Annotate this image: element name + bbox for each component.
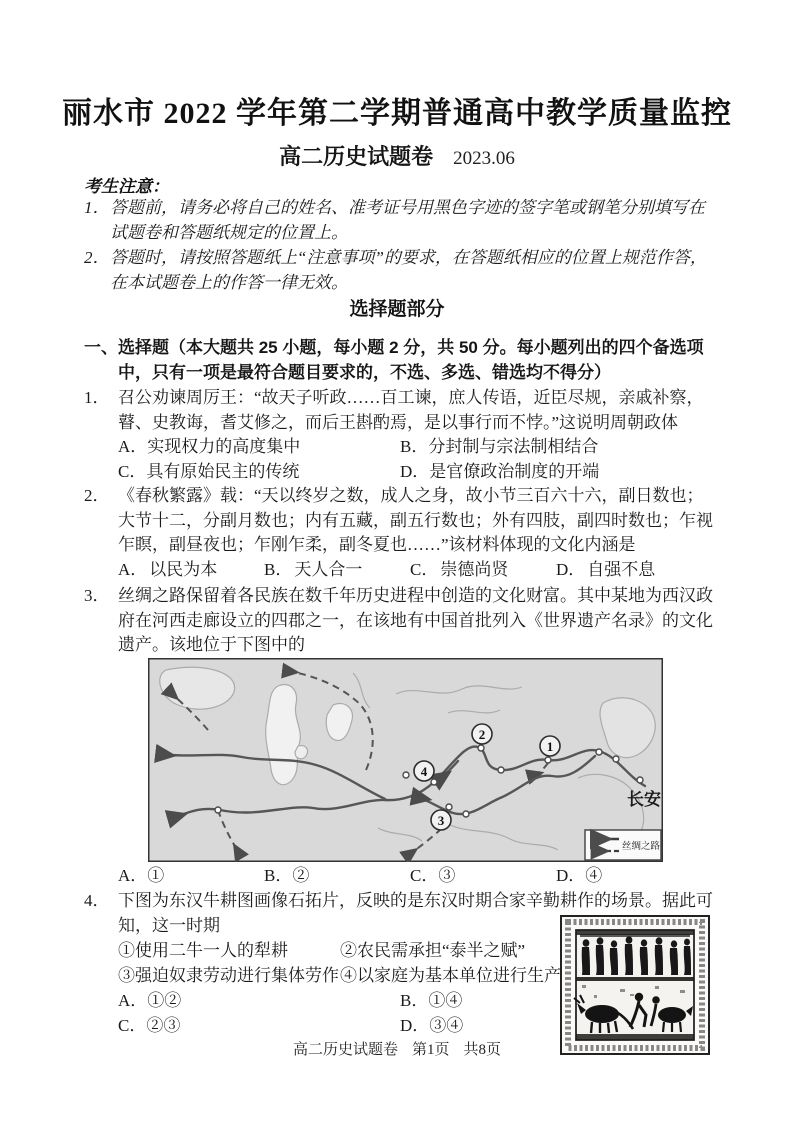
svg-text:3: 3	[437, 813, 445, 828]
option-row	[118, 460, 716, 485]
question-3	[84, 584, 716, 658]
ox-plowing-rubbing-image	[560, 915, 710, 1055]
option-a: A． 以民为本	[118, 559, 218, 579]
option-d: D．④	[556, 866, 603, 885]
svg-text:2: 2	[478, 727, 486, 742]
question-body	[118, 584, 716, 658]
question-number: 3．	[84, 586, 110, 605]
page-title: 丽水市 2022 学年第二学期普通高中教学质量监控	[62, 97, 732, 130]
question-1	[84, 386, 716, 484]
svg-text:1: 1	[546, 739, 554, 754]
question-body	[118, 386, 716, 484]
option-d: D． 自强不息	[556, 559, 656, 579]
notice-item-text: 答题前，请务必将自己的姓名、准考证号用黑色字迹的签字笔或钢笔分别填写在试题卷和答题纸规定的位置上。	[110, 198, 705, 242]
svg-text:4: 4	[420, 764, 428, 779]
question-3-options	[118, 864, 718, 888]
map-marker-1	[540, 736, 560, 756]
footer-page-total: 共8页	[463, 1042, 502, 1058]
exam-subject-title: 高二历史试题卷	[279, 144, 434, 169]
footer-page-number: 第1页	[411, 1042, 450, 1058]
section-label: 一、选择题	[84, 338, 169, 357]
option-a: A．①	[118, 866, 165, 885]
question-text: 《春秋繁露》载：“天以终岁之数，成人之身，故小节三百六十六，副日数也；大节十二，分副月数也；内有五藏，副五行数也；外有四肢，副四时数也；乍视乍瞑，副昼夜也；乍刚乍柔，副冬夏也……”该材料体现的文化内涵是	[118, 486, 713, 554]
option-a: A．①②	[118, 991, 182, 1010]
option-row	[118, 435, 716, 460]
option-c: C．③	[410, 866, 456, 885]
option-b: B．①④	[400, 991, 463, 1010]
section-description: （本大题共 25 小题，每小题 2 分，共 50 分。每小题列出的四个备选项中，只有一项是最符合题目要求的，不选、多选、错选均不得分）	[118, 338, 704, 382]
option-c: C．②③	[118, 1016, 181, 1035]
part-heading: 选择题部分	[349, 299, 445, 320]
notice-item-number: 2．	[84, 248, 110, 267]
notice-item	[84, 195, 718, 245]
question-text: 召公劝谏周厉王：“故天子听政……百工谏，庶人传语，近臣尽规，亲戚补察，瞽、史教诲，耆艾修之，而后王斟酌焉，是以事行而不悖。”这说明周朝政体	[118, 388, 704, 432]
notice-list	[84, 195, 718, 295]
statement-4: ④以家庭为基本单位进行生产	[340, 966, 561, 985]
map-marker-3	[431, 810, 451, 830]
option-c: C．具有原始民主的传统	[118, 461, 300, 481]
statement-2: ②农民需承担“泰半之赋”	[340, 941, 526, 960]
page-footer	[0, 1038, 794, 1059]
statement-3: ③强迫奴隶劳动进行集体劳作	[118, 966, 339, 985]
exam-date: 2023.06	[453, 148, 515, 169]
option-row	[118, 558, 716, 583]
question-number: 2．	[84, 486, 110, 505]
notice-heading: 考生注意：	[84, 177, 169, 196]
option-b: B．②	[264, 866, 310, 885]
question-number: 4．	[84, 891, 110, 910]
notice-item-number: 1．	[84, 198, 110, 217]
question-2	[84, 484, 716, 582]
question-text: 下图为东汉牛耕图画像石拓片，反映的是东汉时期合家辛勤耕作的场景。据此可知，这一时期	[118, 891, 713, 935]
footer-doc-title: 高二历史试题卷	[292, 1042, 398, 1058]
option-b: B．分封制与宗法制相结合	[400, 437, 599, 456]
option-c: C． 崇德尚贤	[410, 559, 509, 579]
legend-label: 丝绸之路	[621, 842, 661, 852]
map-marker-4	[414, 761, 434, 781]
silk-road-map	[148, 658, 663, 862]
option-d: D．③④	[400, 1016, 464, 1035]
question-text: 丝绸之路保留着各民族在数千年历史进程中创造的文化财富。其中某地为西汉政府在河西走廊设立的四郡之一，在该地有中国首批列入《世界遗产名录》的文化遗产。该地位于下图中的	[118, 586, 713, 654]
notice-item-text: 答题时，请按照答题纸上“注意事项”的要求，在答题纸相应的位置上规范作答，在本试题卷上的作答一律无效。	[110, 248, 707, 292]
map-marker-2	[472, 724, 492, 744]
option-d: D．是官僚政治制度的开端	[400, 461, 600, 481]
question-number: 1．	[84, 388, 110, 407]
notice-item	[84, 245, 718, 295]
option-b: B． 天人合一	[264, 559, 363, 579]
changan-label: 长安	[627, 790, 661, 809]
map-legend	[585, 830, 661, 860]
subtitle-row	[0, 140, 794, 171]
question-body	[118, 484, 716, 582]
statement-1: ①使用二牛一人的犁耕	[118, 941, 288, 960]
option-a: A．实现权力的高度集中	[118, 437, 301, 456]
section-intro	[84, 335, 716, 385]
